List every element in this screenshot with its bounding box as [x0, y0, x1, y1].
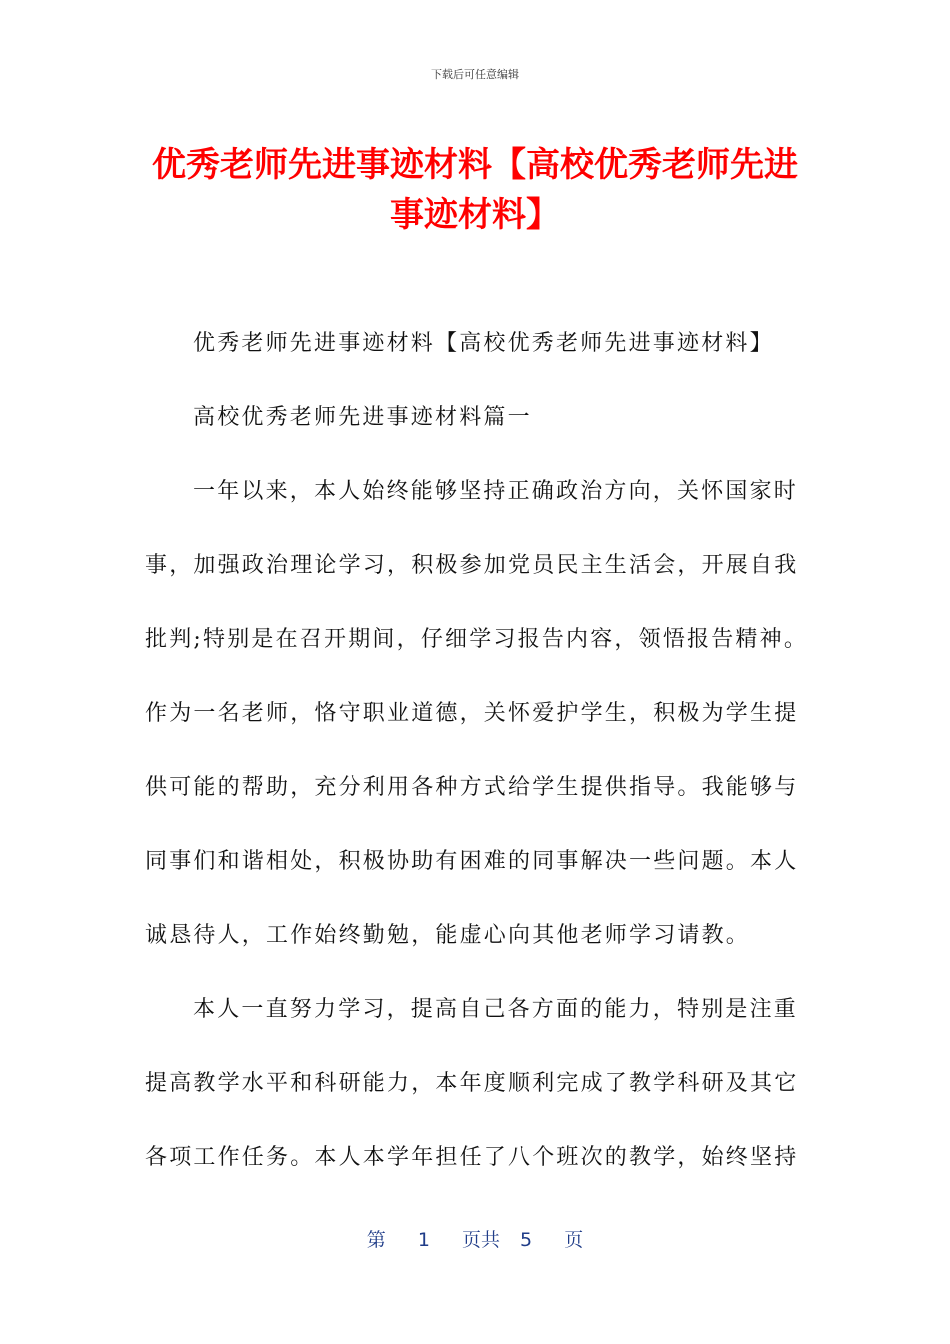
text-line: 提高教学水平和科研能力，本年度顺利完成了教学科研及其它 — [145, 1071, 799, 1096]
text-line: 各项工作任务。本人本学年担任了八个班次的教学，始终坚持 — [145, 1145, 799, 1170]
text-line: 高校优秀老师先进事迹材料篇一 — [193, 405, 532, 430]
footer-middle: 页共 — [461, 1229, 500, 1251]
text-line: 本人一直努力学习，提高自己各方面的能力，特别是注重 — [193, 997, 799, 1022]
text-line: 优秀老师先进事迹材料【高校优秀老师先进事迹材料】 — [193, 331, 774, 356]
text-line: 同事们和谐相处，积极协助有困难的同事解决一些问题。本人 — [145, 849, 799, 874]
footer-suffix: 页 — [564, 1229, 584, 1251]
text-line: 诚恳待人，工作始终勤勉，能虚心向其他老师学习请教。 — [145, 923, 751, 948]
document-body — [145, 310, 809, 1198]
text-line: 一年以来，本人始终能够坚持正确政治方向，关怀国家时 — [193, 479, 799, 504]
text-line: 批判;特别是在召开期间，仔细学习报告内容，领悟报告精神。 — [145, 627, 809, 652]
text-line: 供可能的帮助，充分利用各种方式给学生提供指导。我能够与 — [145, 775, 799, 800]
footer-prefix: 第 — [366, 1229, 386, 1251]
page-footer — [0, 1225, 950, 1252]
footer-total-pages: 5 — [520, 1229, 533, 1251]
footer-current-page: 1 — [417, 1229, 430, 1251]
text-line: 作为一名老师，恪守职业道德，关怀爱护学生，积极为学生提 — [145, 701, 799, 726]
document-title: 优秀老师先进事迹材料【高校优秀老师先进事迹材料】 — [152, 145, 798, 235]
header-note: 下载后可任意编辑 — [431, 68, 519, 81]
text-line: 事，加强政治理论学习，积极参加党员民主生活会，开展自我 — [145, 553, 799, 578]
